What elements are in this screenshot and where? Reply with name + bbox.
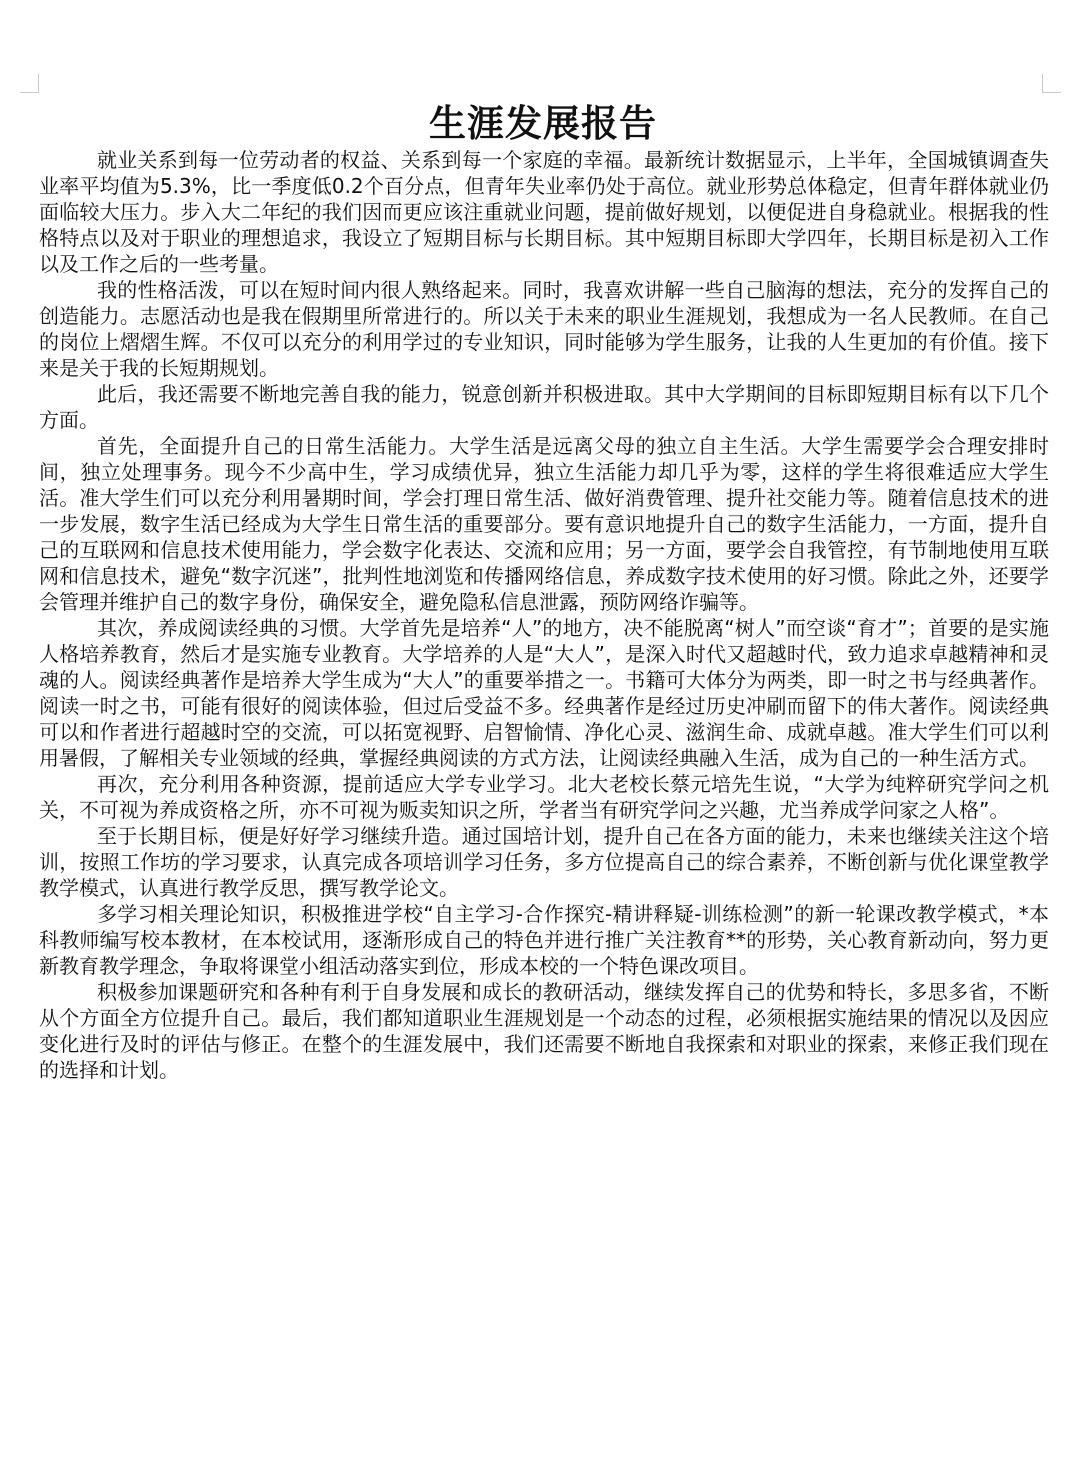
- paragraph-6: 再次，充分利用各种资源，提前适应大学专业学习。北大老校长蔡元培先生说，“大学为纯粹研究学问之机关，不可视为养成资格之所，亦不可视为贩卖知识之所，学者当有研究学问之兴趣，尤当养成学问家之人格”。: [39, 772, 1049, 822]
- paragraph-5: 其次，养成阅读经典的习惯。大学首先是培养“人”的地方，决不能脱离“树人”而空谈“育才”；首要的是实施人格培养教育，然后才是实施专业教育。大学培养的人是“大人”，是深入时代又超越时代，致力追求卓越精神和灵魂的人。阅读经典著作是培养大学生成为“大人”的重要举措之一。书籍可大体分为两类，即一时之书与经典著作。阅读一时之书，可能有很好的阅读体验，但过后受益不多。经典著作是经过历史冲刷而留下的伟大著作。阅读经典可以和作者进行超越时空的交流，可以拓宽视野、启智愉情、净化心灵、滋润生命、成就卓越。准大学生们可以利用暑假，了解相关专业领域的经典，掌握经典阅读的方式方法，让阅读经典融入生活，成为自己的一种生活方式。: [39, 616, 1049, 770]
- paragraph-8: 多学习相关理论知识，积极推进学校“自主学习-合作探究-精讲释疑-训练检测”的新一轮课改教学模式，*本科教师编写校本教材，在本校试用，逐渐形成自己的特色并进行推广关注教育**的形势，关心教育新动向，努力更新教育教学理念，争取将课堂小组活动落实到位，形成本校的一个特色课改项目。: [39, 902, 1049, 978]
- page-corner-mark-left: [20, 74, 39, 93]
- page-corner-mark-right: [1042, 74, 1061, 93]
- document-title: 生涯发展报告: [429, 102, 657, 145]
- paragraph-2: 我的性格活泼，可以在短时间内很人熟络起来。同时，我喜欢讲解一些自己脑海的想法，充分的发挥自己的创造能力。志愿活动也是我在假期里所常进行的。所以关于未来的职业生涯规划，我想成为一名人民教师。在自己的岗位上熠熠生辉。不仅可以充分的利用学过的专业知识，同时能够为学生服务，让我的人生更加的有价值。接下来是关于我的长短期规划。: [39, 278, 1049, 380]
- paragraph-1: 就业关系到每一位劳动者的权益、关系到每一个家庭的幸福。最新统计数据显示，上半年，全国城镇调查失业率平均值为5.3%，比一季度低0.2个百分点，但青年失业率仍处于高位。就业形势总体稳定，但青年群体就业仍面临较大压力。步入大二年纪的我们因而更应该注重就业问题，提前做好规划，以便促进自身稳就业。根据我的性格特点以及对于职业的理想追求，我设立了短期目标与长期目标。其中短期目标即大学四年，长期目标是初入工作以及工作之后的一些考量。: [39, 148, 1049, 276]
- document-body: [39, 147, 1049, 1083]
- paragraph-4: 首先，全面提升自己的日常生活能力。大学生活是远离父母的独立自主生活。大学生需要学会合理安排时间，独立处理事务。现今不少高中生，学习成绩优异，独立生活能力却几乎为零，这样的学生将很难适应大学生活。准大学生们可以充分利用暑期时间，学会打理日常生活、做好消费管理、提升社交能力等。随着信息技术的进一步发展，数字生活已经成为大学生日常生活的重要部分。要有意识地提升自己的数字生活能力，一方面，提升自己的互联网和信息技术使用能力，学会数字化表达、交流和应用；另一方面，要学会自我管控，有节制地使用互联网和信息技术，避免“数字沉迷”，批判性地浏览和传播网络信息，养成数字技术使用的好习惯。除此之外，还要学会管理并维护自己的数字身份，确保安全，避免隐私信息泄露，预防网络诈骗等。: [39, 434, 1049, 614]
- paragraph-7: 至于长期目标，便是好好学习继续升造。通过国培计划，提升自己在各方面的能力，未来也继续关注这个培训，按照工作坊的学习要求，认真完成各项培训学习任务，多方位提高自己的综合素养，不断创新与优化课堂教学教学模式，认真进行教学反思，撰写教学论文。: [39, 824, 1049, 900]
- paragraph-3: 此后，我还需要不断地完善自我的能力，锐意创新并积极进取。其中大学期间的目标即短期目标有以下几个方面。: [39, 382, 1049, 432]
- paragraph-9: 积极参加课题研究和各种有利于自身发展和成长的教研活动，继续发挥自己的优势和特长，多思多省，不断从个方面全方位提升自己。最后，我们都知道职业生涯规划是一个动态的过程，必须根据实施结果的情况以及因应变化进行及时的评估与修正。在整个的生涯发展中，我们还需要不断地自我探索和对职业的探索，来修正我们现在的选择和计划。: [39, 980, 1049, 1082]
